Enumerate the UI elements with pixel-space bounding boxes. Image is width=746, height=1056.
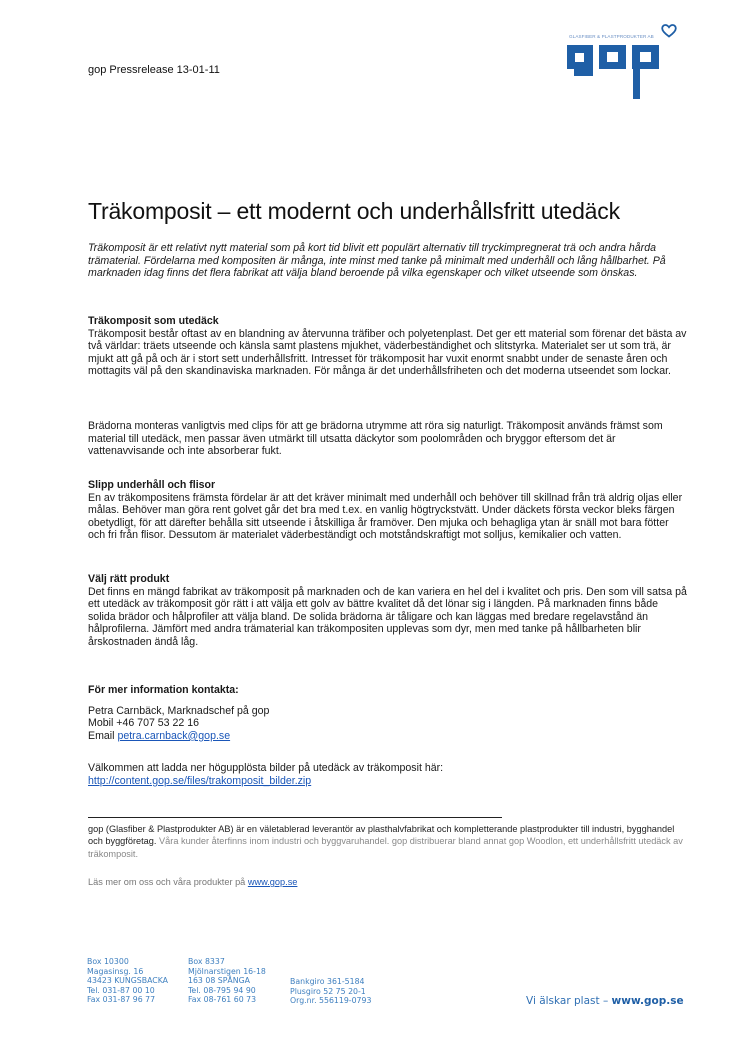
footer-bank-info (290, 977, 371, 1006)
footer-line: Mjölnarstigen 16-18 (188, 966, 266, 976)
download-text: Välkommen att ladda ner högupplösta bilder på utedäck av träkomposit här: (88, 762, 444, 775)
divider (88, 817, 502, 818)
section-valj-ratt-produkt (88, 573, 688, 649)
footer-line: 163 08 SPÅNGA (188, 976, 250, 986)
read-more-text: Läs mer om oss och våra produkter på (88, 877, 246, 887)
contact-heading: För mer information kontakta: (88, 684, 239, 696)
contact-name: Petra Carnbäck, Marknadschef på gop (88, 704, 270, 717)
section-paragraph: Brädorna monteras vanligtvis med clips för att ge brädorna utrymme att röra sig naturligt. Träkomposit används främst som material till utedäck, men passar även utmärkt till utsatta däckytor som poolområden och bryggor eftersom det är vattenavvisande och inte absorberar fukt. (88, 420, 663, 458)
footer-line: Bankgiro 361-5184 (290, 977, 365, 986)
footer-line: Plusgiro 52 75 20-1 (290, 986, 366, 996)
section-paragraph-clips (88, 420, 688, 458)
release-header: gop Pressrelease 13-01-11 (88, 64, 220, 76)
section-paragraph: Träkomposit består oftast av en blandning av återvunna träfiber och polyetenplast. Det ger ett material som förenar det bästa av två världar: träets utseende och känsla samt plastens mjukhet, väderbeständighet och slitstyrka. Materialet ser ut som trä, är mjukt att gå på och är i stort sett underhållsfritt. Intresset för träkomposit har vuxit enormt snabbt under de senaste åren och mottagits väl på den skandinaviska marknaden. För många är det underhållsfriheten och det moderna utseendet som lockar. (88, 327, 687, 378)
about-text-bold: gop (Glasfiber & Plastprodukter AB) är en väletablerad leverantör av plasthalvfabrikat och kompletterande plastprodukter till industri, bygghandel och byggföretag. (88, 824, 675, 847)
about-company (88, 823, 688, 860)
section-heading: Träkomposit som utedäck (88, 315, 219, 327)
section-trakomposit-som-utedack (88, 315, 688, 378)
footer-address-spanga (188, 957, 266, 1005)
website-link[interactable]: www.gop.se (247, 877, 298, 887)
page-title: Träkomposit – ett modernt och underhållsfritt utedäck (88, 198, 620, 224)
footer-line: Box 10300 (87, 957, 129, 966)
section-paragraph: En av träkompositens främsta fördelar är att det kräver minimalt med underhåll och behöver till skillnad från trä aldrig oljas eller målas. Behöver man göra rent golvet går det bra med t.ex. en vanlig högtryckstvätt. Under däckets första veckor bleks färgen obetydligt, för att därefter behålla sitt utseende i åtskilliga år framöver. Den mjuka och behagliga ytan är snäll mot bara fötter och fri från flisor. Dessutom är materialet väderbeständigt och motståndskraftigt mot solljus, kemikalier och vatten. (88, 491, 683, 542)
footer-line: Tel. 08-795 94 90 (188, 985, 256, 995)
slogan-url: www.gop.se (611, 995, 684, 1007)
ingress-paragraph (88, 242, 688, 280)
gop-logo (565, 24, 685, 104)
section-paragraph: Det finns en mängd fabrikat av träkomposit på marknaden och de kan variera en hel del i kvalitet och pris. Den som vill satsa på ett utedäck av träkomposit gör rätt i att välja ett golv av bättre kvalitet då det lönar sig i längden. På marknaden finns både solida brädor och hålprofiler att välja bland. De solida brädorna är tåligare och kan läggas med bredare regelavstånd än hålprofilerna. Jämfört med andra trämaterial kan träkompositen upplevas som dyr, men med tanke på hållbarheten blir årskostnaden ändå låg. (88, 585, 687, 648)
section-heading: Välj rätt produkt (88, 573, 170, 585)
section-heading: Slipp underhåll och flisor (88, 479, 216, 491)
footer-slogan (526, 995, 684, 1007)
contact-mobile: Mobil +46 707 53 22 16 (88, 717, 200, 730)
footer-line: 43423 KUNGSBACKA (87, 976, 169, 986)
footer-line: Fax 031-87 96 77 (87, 995, 156, 1005)
footer-line: Org.nr. 556119-0793 (290, 996, 372, 1006)
read-more-line (88, 877, 297, 887)
footer-address-kungsbacka (87, 957, 168, 1005)
section-slipp-underhall (88, 479, 688, 542)
footer-line: Fax 08-761 60 73 (188, 995, 257, 1005)
ingress-text: Träkomposit är ett relativt nytt material som på kort tid blivit ett populärt alternativ till tryckimpregnerat trä och andra hårda trämaterial. Fördelarna med kompositen är många, inte minst med tanke på minimalt med underhåll och lång hållbarhet. På marknaden idag finns det flera fabrikat att välja bland beroende på vilka egenskaper och vilket utseende som önskas. (88, 242, 666, 280)
email-link[interactable]: petra.carnback@gop.se (117, 729, 231, 742)
about-text-grey: Våra kunder återfinns inom industri och byggvaruhandel. gop distribuerar bland annat gop Woodlon, ett underhållsfritt utedäck av träkomposit. (88, 836, 683, 859)
footer-line: Magasinsg. 16 (87, 966, 144, 976)
email-label: Email (88, 729, 115, 742)
download-link[interactable]: http://content.gop.se/files/trakomposit_bilder.zip (88, 774, 312, 787)
heart-icon (661, 24, 677, 38)
footer-line: Tel. 031-87 00 10 (87, 985, 155, 995)
contact-email-line (88, 730, 688, 743)
gop-wordmark (567, 41, 661, 103)
slogan-text: Vi älskar plast – (526, 995, 612, 1007)
footer-line: Box 8337 (188, 957, 225, 966)
contact-block (88, 684, 688, 788)
logo-tagline: GLASFIBER & PLASTPRODUKTER AB (569, 34, 654, 39)
